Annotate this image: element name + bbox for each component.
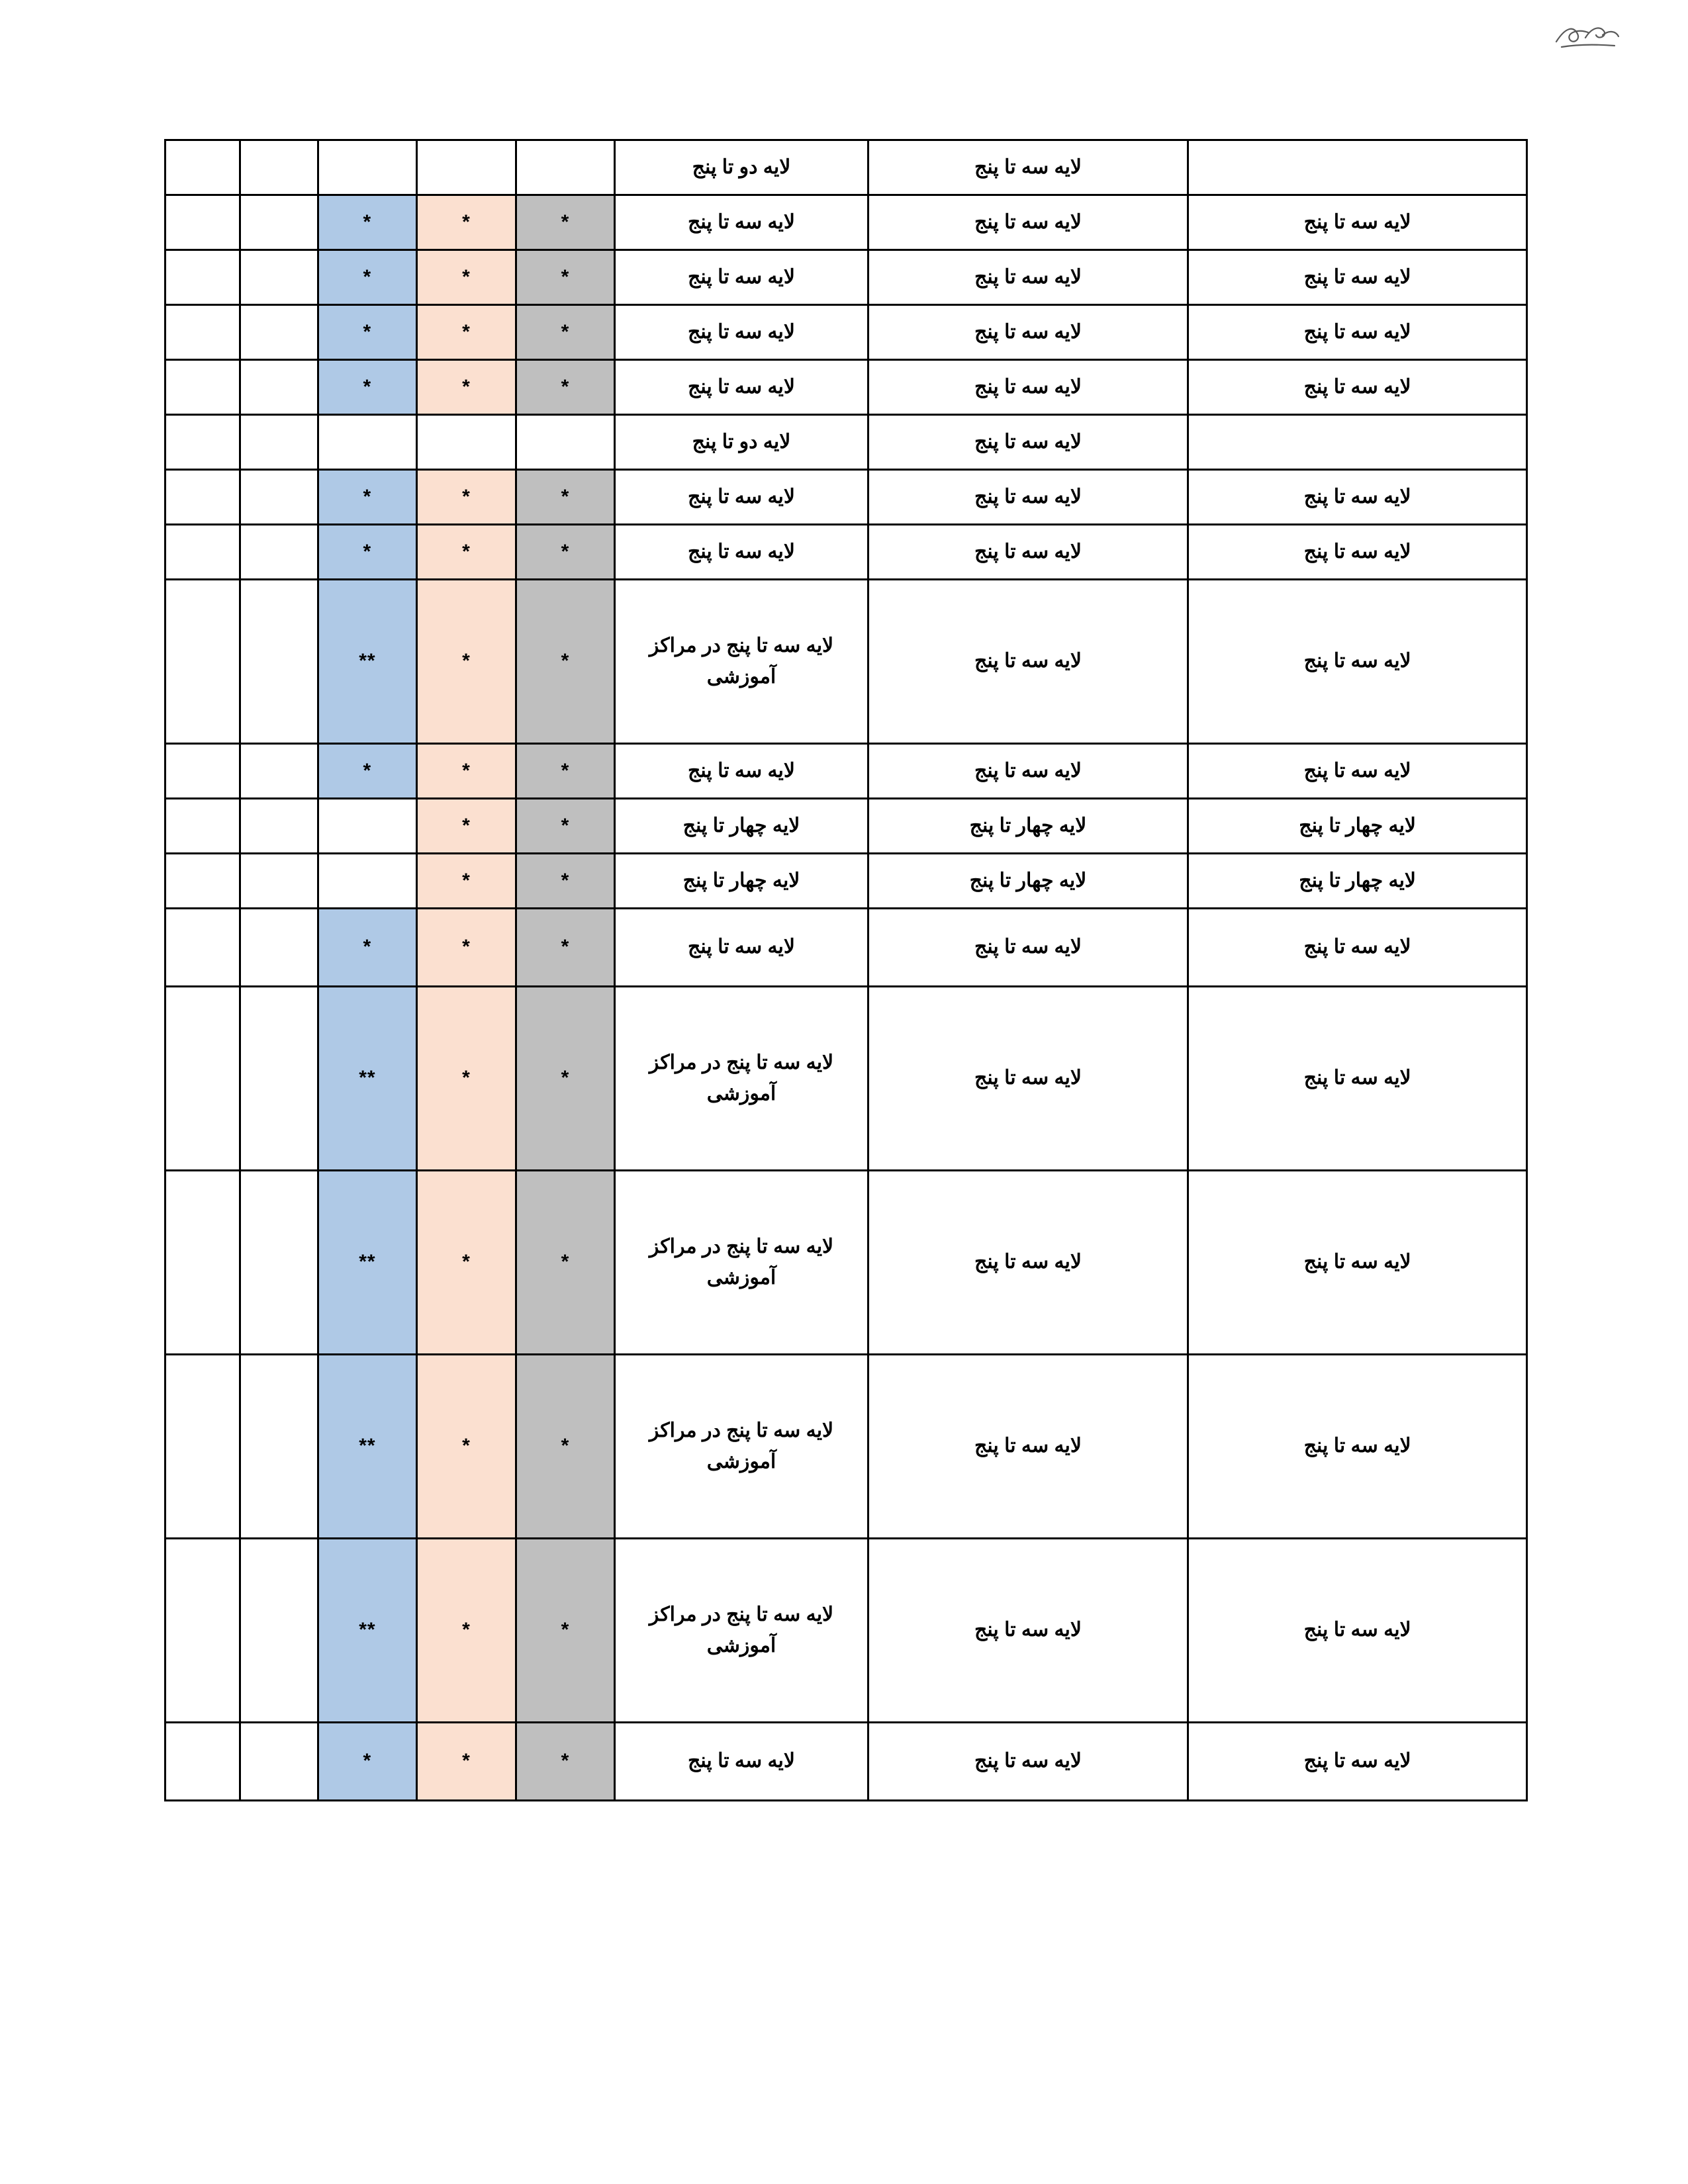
cell-right: لایه سه تا پنج (1188, 1355, 1527, 1539)
cell-right: لایه سه تا پنج (1188, 470, 1527, 525)
cell-mid: لایه سه تا پنج (868, 909, 1188, 987)
cell-mark-blue (318, 799, 417, 854)
cell-service: لایه سه تا پنج در مراکز آموزشی (615, 987, 868, 1171)
cell-blank-1 (240, 1539, 318, 1723)
cell-mid: لایه سه تا پنج (868, 305, 1188, 360)
cell-service: لایه سه تا پنج (615, 1723, 868, 1801)
cell-right: لایه سه تا پنج (1188, 580, 1527, 744)
cell-blank-1 (240, 799, 318, 854)
cell-blank-1 (240, 250, 318, 305)
cell-blank-1 (240, 580, 318, 744)
cell-right: لایه سه تا پنج (1188, 987, 1527, 1171)
cell-blank-1 (240, 140, 318, 195)
cell-blank-2 (165, 854, 240, 909)
cell-service: لایه سه تا پنج در مراکز آموزشی (615, 1539, 868, 1723)
cell-blank-2 (165, 580, 240, 744)
cell-mark-peach: * (417, 1723, 516, 1801)
cell-mark-peach: * (417, 744, 516, 799)
cell-mark-gray: * (516, 360, 615, 415)
cell-mid: لایه سه تا پنج (868, 987, 1188, 1171)
cell-mark-blue: * (318, 250, 417, 305)
cell-mark-blue: ** (318, 1539, 417, 1723)
table-row (165, 415, 1527, 470)
cell-service: لایه سه تا پنج (615, 250, 868, 305)
table-row (165, 470, 1527, 525)
cell-mark-peach: * (417, 854, 516, 909)
cell-blank-2 (165, 1723, 240, 1801)
cell-service: لایه سه تا پنج (615, 305, 868, 360)
cell-mark-blue (318, 415, 417, 470)
cell-mark-gray: * (516, 305, 615, 360)
cell-blank-2 (165, 1171, 240, 1355)
cell-mid: لایه سه تا پنج (868, 195, 1188, 250)
cell-service: لایه سه تا پنج (615, 195, 868, 250)
cell-right (1188, 140, 1527, 195)
table-row (165, 250, 1527, 305)
cell-right: لایه سه تا پنج (1188, 195, 1527, 250)
cell-blank-2 (165, 909, 240, 987)
cell-mark-gray: * (516, 1171, 615, 1355)
table-row (165, 1171, 1527, 1355)
cell-mid: لایه سه تا پنج (868, 470, 1188, 525)
cell-right: لایه سه تا پنج (1188, 250, 1527, 305)
cell-mid: لایه سه تا پنج (868, 1171, 1188, 1355)
cell-mark-peach: * (417, 250, 516, 305)
cell-mark-peach: * (417, 909, 516, 987)
cell-blank-1 (240, 1355, 318, 1539)
cell-mark-peach: * (417, 1539, 516, 1723)
cell-mark-peach: * (417, 305, 516, 360)
cell-mark-gray (516, 415, 615, 470)
cell-mark-blue: * (318, 525, 417, 580)
cell-mark-blue: ** (318, 580, 417, 744)
cell-service: لایه دو تا پنج (615, 140, 868, 195)
cell-service: لایه دو تا پنج (615, 415, 868, 470)
cell-mark-gray: * (516, 250, 615, 305)
cell-mark-peach: * (417, 1355, 516, 1539)
cell-mark-blue: ** (318, 987, 417, 1171)
cell-mark-peach: * (417, 470, 516, 525)
cell-mark-blue: * (318, 909, 417, 987)
cell-blank-2 (165, 470, 240, 525)
cell-mark-blue (318, 854, 417, 909)
cell-blank-2 (165, 525, 240, 580)
cell-right: لایه سه تا پنج (1188, 744, 1527, 799)
cell-mark-blue: ** (318, 1355, 417, 1539)
cell-mark-blue: * (318, 1723, 417, 1801)
table-row (165, 360, 1527, 415)
cell-mid: لایه سه تا پنج (868, 415, 1188, 470)
cell-blank-1 (240, 854, 318, 909)
cell-blank-1 (240, 415, 318, 470)
cell-blank-1 (240, 525, 318, 580)
cell-mark-peach: * (417, 1171, 516, 1355)
cell-blank-2 (165, 360, 240, 415)
cell-mark-peach (417, 415, 516, 470)
cell-blank-1 (240, 1171, 318, 1355)
cell-mark-peach (417, 140, 516, 195)
cell-blank-1 (240, 987, 318, 1171)
cell-mark-gray (516, 140, 615, 195)
signature-watermark-icon (1548, 12, 1627, 58)
cell-right: لایه چهار تا پنج (1188, 854, 1527, 909)
cell-mark-gray: * (516, 1723, 615, 1801)
cell-mark-gray: * (516, 744, 615, 799)
cell-right: لایه سه تا پنج (1188, 525, 1527, 580)
cell-mark-gray: * (516, 580, 615, 744)
cell-service: لایه چهار تا پنج (615, 799, 868, 854)
table-row (165, 580, 1527, 744)
cell-mark-peach: * (417, 195, 516, 250)
cell-blank-2 (165, 1355, 240, 1539)
cell-mark-peach: * (417, 360, 516, 415)
table-row (165, 1539, 1527, 1723)
cell-blank-2 (165, 250, 240, 305)
cell-mark-gray: * (516, 1539, 615, 1723)
cell-blank-2 (165, 195, 240, 250)
cell-blank-1 (240, 360, 318, 415)
cell-service: لایه چهار تا پنج (615, 854, 868, 909)
cell-mark-peach: * (417, 987, 516, 1171)
cell-right: لایه سه تا پنج (1188, 1723, 1527, 1801)
cell-mid: لایه سه تا پنج (868, 140, 1188, 195)
cell-mark-peach: * (417, 580, 516, 744)
cell-mark-gray: * (516, 799, 615, 854)
table-row (165, 909, 1527, 987)
cell-service: لایه سه تا پنج در مراکز آموزشی (615, 1355, 868, 1539)
cell-mark-gray: * (516, 854, 615, 909)
cell-mid: لایه سه تا پنج (868, 580, 1188, 744)
cell-blank-2 (165, 415, 240, 470)
cell-blank-1 (240, 1723, 318, 1801)
table-row (165, 140, 1527, 195)
table-body (165, 140, 1527, 1801)
cell-mark-gray: * (516, 470, 615, 525)
cell-mid: لایه سه تا پنج (868, 1539, 1188, 1723)
cell-mark-blue: * (318, 744, 417, 799)
cell-right: لایه سه تا پنج (1188, 1539, 1527, 1723)
cell-mid: لایه سه تا پنج (868, 525, 1188, 580)
cell-mid: لایه چهار تا پنج (868, 854, 1188, 909)
cell-right (1188, 415, 1527, 470)
cell-mark-gray: * (516, 987, 615, 1171)
table-row (165, 744, 1527, 799)
cell-service: لایه سه تا پنج (615, 525, 868, 580)
cell-mark-blue: * (318, 305, 417, 360)
cell-mark-blue: * (318, 195, 417, 250)
cell-service: لایه سه تا پنج (615, 909, 868, 987)
cell-right: لایه سه تا پنج (1188, 1171, 1527, 1355)
cell-mark-gray: * (516, 909, 615, 987)
cell-mark-peach: * (417, 799, 516, 854)
cell-mid: لایه سه تا پنج (868, 1355, 1188, 1539)
table-row (165, 305, 1527, 360)
cell-mark-blue: ** (318, 1171, 417, 1355)
cell-blank-2 (165, 140, 240, 195)
cell-right: لایه چهار تا پنج (1188, 799, 1527, 854)
cell-service: لایه سه تا پنج در مراکز آموزشی (615, 580, 868, 744)
cell-right: لایه سه تا پنج (1188, 305, 1527, 360)
cell-mark-blue (318, 140, 417, 195)
cell-mark-blue: * (318, 360, 417, 415)
cell-mark-gray: * (516, 195, 615, 250)
cell-blank-1 (240, 470, 318, 525)
cell-mid: لایه سه تا پنج (868, 360, 1188, 415)
cell-mid: لایه سه تا پنج (868, 250, 1188, 305)
table-row (165, 1723, 1527, 1801)
cell-service: لایه سه تا پنج (615, 744, 868, 799)
table-row (165, 987, 1527, 1171)
cell-service: لایه سه تا پنج در مراکز آموزشی (615, 1171, 868, 1355)
cell-mark-gray: * (516, 1355, 615, 1539)
cell-blank-1 (240, 305, 318, 360)
cell-service: لایه سه تا پنج (615, 360, 868, 415)
table-row (165, 799, 1527, 854)
cell-blank-1 (240, 909, 318, 987)
cell-right: لایه سه تا پنج (1188, 360, 1527, 415)
cell-blank-1 (240, 195, 318, 250)
table-row (165, 854, 1527, 909)
cell-service: لایه سه تا پنج (615, 470, 868, 525)
table-row (165, 525, 1527, 580)
cell-blank-2 (165, 305, 240, 360)
cell-right: لایه سه تا پنج (1188, 909, 1527, 987)
table-container (164, 139, 1528, 1801)
cell-blank-2 (165, 987, 240, 1171)
table-row (165, 1355, 1527, 1539)
cell-blank-2 (165, 799, 240, 854)
cell-mark-blue: * (318, 470, 417, 525)
service-levels-table (164, 139, 1528, 1801)
cell-mark-gray: * (516, 525, 615, 580)
cell-blank-2 (165, 1539, 240, 1723)
cell-blank-2 (165, 744, 240, 799)
cell-mark-peach: * (417, 525, 516, 580)
cell-mid: لایه سه تا پنج (868, 744, 1188, 799)
cell-mid: لایه سه تا پنج (868, 1723, 1188, 1801)
cell-mid: لایه چهار تا پنج (868, 799, 1188, 854)
table-row (165, 195, 1527, 250)
cell-blank-1 (240, 744, 318, 799)
